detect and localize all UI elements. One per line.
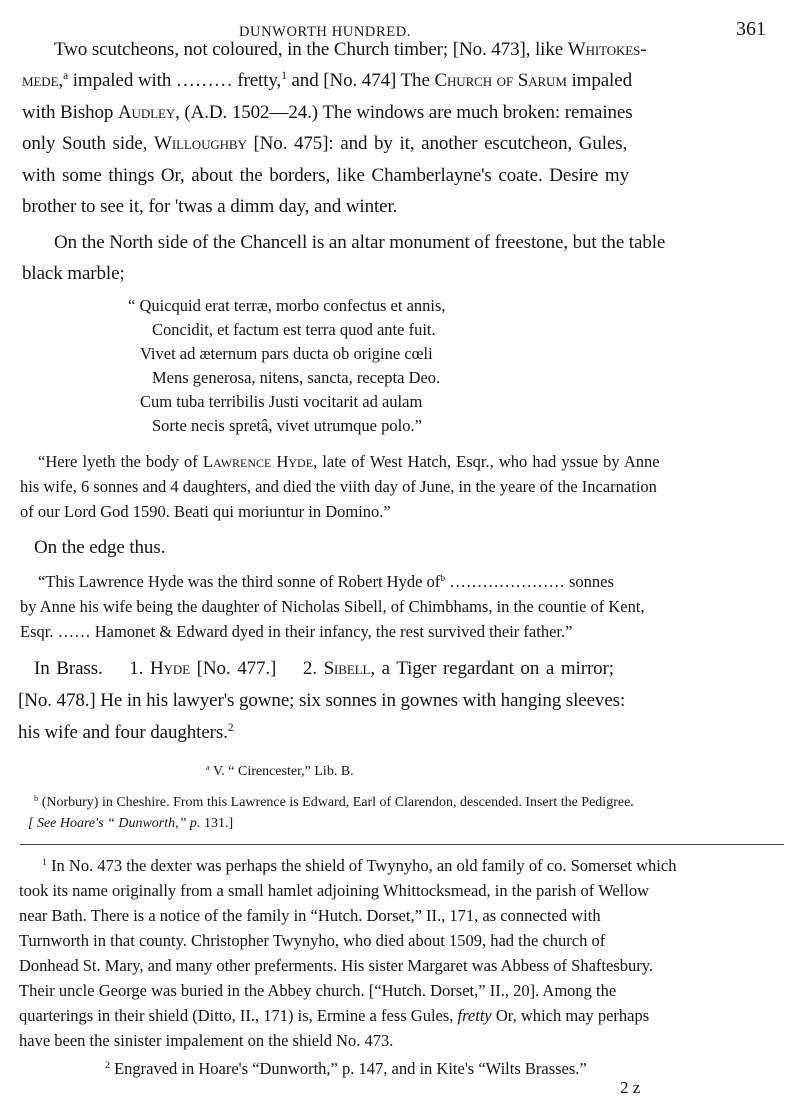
verse-line-1: “ Quicquid erat terræ, morbo confectus et annis,	[128, 296, 446, 315]
inscription-line-3: of our Lord God 1590. Beati qui moriuntur in Domino.”	[20, 502, 391, 521]
text-span: impaled with ……… fretty,	[68, 70, 282, 91]
edge-text-line-3: Esqr. …… Hamonet & Edward dyed in their infancy, the rest survived their father.”	[20, 622, 573, 641]
footnote-1-line-4: Turnworth in that county. Christopher Twynyho, who died about 1509, had the church of	[19, 931, 606, 950]
text-span: “Here lyeth the body of	[38, 452, 203, 471]
brass-line-1	[34, 658, 614, 680]
verse-line-5: Cum tuba terribilis Justi vocitarit ad aulam	[140, 392, 423, 411]
footnote-mark-2: 2	[105, 1060, 110, 1072]
text-span: quarterings in their shield (Ditto, II., 171) is, Ermine a fess Gules,	[19, 1006, 458, 1025]
text-span: , a Tiger regardant on a mirror;	[370, 658, 614, 679]
verse-line-3: Vivet ad æternum pars ducta ob origine cœli	[140, 344, 433, 363]
edge-text-line-1	[38, 572, 614, 592]
text-span: [No. 477.] 2.	[190, 658, 324, 679]
footnote-a-text: V. “ Cirencester,” Lib. B.	[209, 764, 354, 779]
text-span: Or, which may perhaps	[491, 1006, 650, 1025]
paragraph-2-line-1: On the North side of the Chancell is an altar monument of freestone, but the table	[54, 232, 666, 253]
brass-line-2: [No. 478.] He in his lawyer's gowne; six sonnes in gownes with hanging sleeves:	[18, 690, 626, 711]
text-span: Two scutcheons, not coloured, in the Church timber; [No. 473], like	[54, 39, 568, 60]
paragraph-1-line-5: with some things Or, about the borders, like Chamberlayne's coate. Desire my	[22, 165, 629, 186]
inscription-line-1	[38, 452, 660, 472]
footnote-1-line-8: have been the sinister impalement on the shield No. 473.	[19, 1031, 394, 1050]
verse-line-6: Sorte necis spretâ, vivet utrumque polo.”	[152, 416, 422, 435]
name-sibell: Sibell	[323, 658, 371, 679]
text-span: , (A.D. 1502—24.) The windows are much broken: remaines	[175, 102, 633, 123]
term-fretty: fretty	[457, 1006, 492, 1025]
footnote-b-text: (Norbury) in Cheshire. From this Lawrence is Edward, Earl of Clarendon, descended. Insert the Pedigree.	[38, 795, 634, 810]
text-span: impaled	[566, 70, 632, 91]
name-whitokesmede: Whitokes-	[567, 39, 647, 60]
verse-line-4: Mens generosa, nitens, sancta, recepta Deo.	[152, 368, 441, 387]
footnote-divider	[20, 844, 784, 845]
text-span: In Brass. 1.	[34, 658, 150, 679]
inscription-line-2: his wife, 6 sonnes and 4 daughters, and died the viith day of June, in the yeare of the Incarnation	[20, 477, 657, 496]
footnote-1-line-5: Donhead St. Mary, and many other preferments. His sister Margaret was Abbess of Shaftesbury.	[19, 956, 654, 975]
name-hyde: Hyde	[149, 658, 190, 679]
text-span: with Bishop	[22, 102, 118, 123]
text-span: , late of West Hatch, Esqr., who had yssue by Anne	[313, 452, 660, 471]
footnote-1-line-2: took its name originally from a small hamlet adjoining Whittocksmead, in the parish of Wellow	[19, 881, 649, 900]
footnote-1-line-6: Their uncle George was buried in the Abbey church. [“Hutch. Dorset,” II., 20]. Among the	[19, 981, 617, 1000]
verse-line-2: Concidit, et factum est terra quod ante fuit.	[152, 320, 436, 339]
text-span: and [No. 474] The	[286, 70, 435, 91]
text-span: only South side,	[22, 133, 155, 154]
edge-heading: On the edge thus.	[34, 537, 166, 558]
footnote-2-text: Engraved in Hoare's “Dunworth,” p. 147, and in Kite's “Wilts Brasses.”	[109, 1059, 587, 1078]
footnote-ref-2[interactable]: 2	[227, 722, 234, 735]
paragraph-2-line-2: black marble;	[22, 263, 125, 284]
footnote-b-citation: [ See Hoare's “ Dunworth,” p.	[28, 816, 201, 831]
name-willoughby: Willoughby	[154, 133, 247, 154]
footnote-a	[206, 764, 354, 780]
paragraph-1-line-3	[22, 102, 633, 124]
signature-mark: 2 z	[620, 1078, 641, 1097]
text-span: “This Lawrence Hyde was the third sonne of Robert Hyde of	[38, 572, 441, 591]
footnote-mark-1: 1	[42, 857, 47, 869]
footnote-ref-1[interactable]: 1	[281, 70, 287, 83]
footnote-b-line-2	[28, 816, 233, 832]
text-span: [No. 475]: and by it, another escutcheon, Gules,	[246, 133, 628, 154]
name-lawrence-hyde: Lawrence Hyde	[202, 452, 314, 471]
footnote-1-line-3: near Bath. There is a notice of the family in “Hutch. Dorset,” II., 171, as connected with	[19, 906, 601, 925]
footnote-b-page: 131.]	[200, 816, 234, 831]
footnote-1-text: In No. 473 the dexter was perhaps the shield of Twynyho, an old family of co. Somerset which	[46, 856, 677, 875]
footnote-b-line-1	[34, 795, 634, 811]
page-number: 361	[736, 18, 766, 40]
brass-line-3	[18, 722, 233, 744]
footnote-ref-b[interactable]: b	[440, 573, 446, 585]
name-whitokesmede-end: mede,	[22, 70, 64, 91]
name-church-of-sarum: Church of Sarum	[434, 70, 567, 91]
footnote-ref-a[interactable]: a	[63, 70, 69, 83]
footnote-1-line-1	[42, 856, 676, 876]
footnote-mark-a: a	[206, 762, 210, 772]
edge-text-line-2: by Anne his wife being the daughter of Nicholas Sibell, of Chimbhams, in the countie of Kent,	[20, 597, 645, 616]
footnote-mark-b: b	[34, 793, 39, 803]
footnote-1-line-7	[19, 1006, 649, 1026]
footnote-2	[105, 1059, 587, 1079]
paragraph-1-line-4	[22, 133, 627, 155]
paragraph-1-line-1	[54, 39, 646, 61]
name-audley: Audley	[117, 102, 176, 123]
paragraph-1-line-2	[22, 70, 632, 92]
text-span: his wife and four daughters.	[18, 722, 228, 743]
text-span: ………………… sonnes	[445, 572, 614, 591]
running-title: DUNWORTH HUNDRED.	[238, 24, 412, 40]
paragraph-1-line-6: brother to see it, for 'twas a dimm day, and winter.	[22, 196, 398, 217]
